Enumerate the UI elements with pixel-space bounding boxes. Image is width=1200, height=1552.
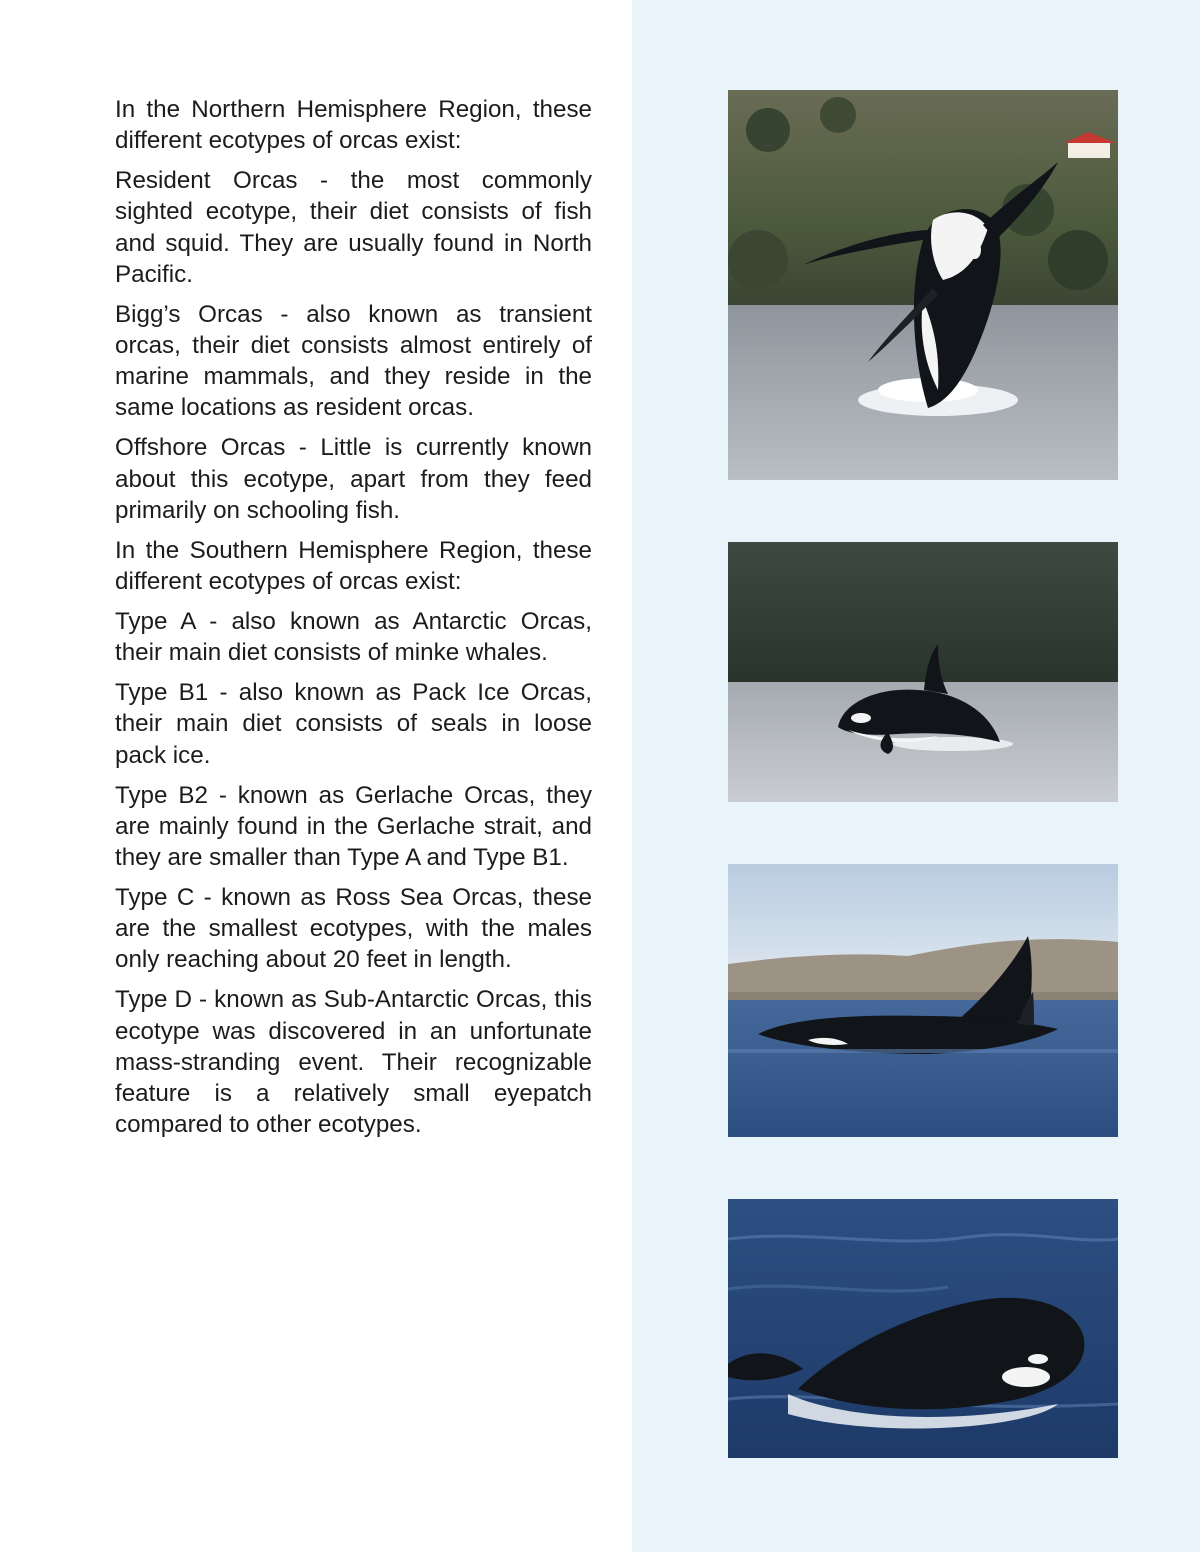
breaching-orca-photo xyxy=(728,90,1118,480)
article-text xyxy=(115,94,592,1149)
paragraph-type-c: Type C - known as Ross Sea Orcas, these are the smallest ecotypes, with the males only reaching about 20 feet in length. xyxy=(115,884,592,974)
paragraph-resident-orcas: Resident Orcas - the most commonly sighted ecotype, their diet consists of fish and squid. They are usually found in North Pacific. xyxy=(115,167,592,288)
paragraph-type-b1: Type B1 - also known as Pack Ice Orcas, their main diet consists of seals in loose pack ice. xyxy=(115,679,592,769)
paragraph-type-d: Type D - known as Sub-Antarctic Orcas, this ecotype was discovered in an unfortunate mass-stranding event. Their recognizable feature is a relatively small eyepatch compared to other ecotypes. xyxy=(115,986,592,1139)
paragraph-type-a: Type A - also known as Antarctic Orcas, their main diet consists of minke whales. xyxy=(115,608,592,667)
swimming-orca-dorsal-fin-photo xyxy=(728,864,1118,1137)
paragraph-northern-intro: In the Northern Hemisphere Region, these different ecotypes of orcas exist: xyxy=(115,96,592,155)
paragraph-southern-intro: In the Southern Hemisphere Region, these different ecotypes of orcas exist: xyxy=(115,536,592,596)
paragraph-type-b2: Type B2 - known as Gerlache Orcas, they are mainly found in the Gerlache strait, and they are smaller than Type A and Type B1. xyxy=(115,781,592,872)
paragraph-biggs-orcas: Bigg’s Orcas - also known as transient orcas, their diet consists almost entirely of marine mammals, and they reside in the same locations as resident orcas. xyxy=(115,300,592,422)
leaping-orca-photo xyxy=(728,542,1118,802)
paragraph-offshore-orcas: Offshore Orcas - Little is currently known about this ecotype, apart from they feed primarily on schooling fish. xyxy=(115,434,592,524)
surfacing-orca-photo xyxy=(728,1199,1118,1458)
